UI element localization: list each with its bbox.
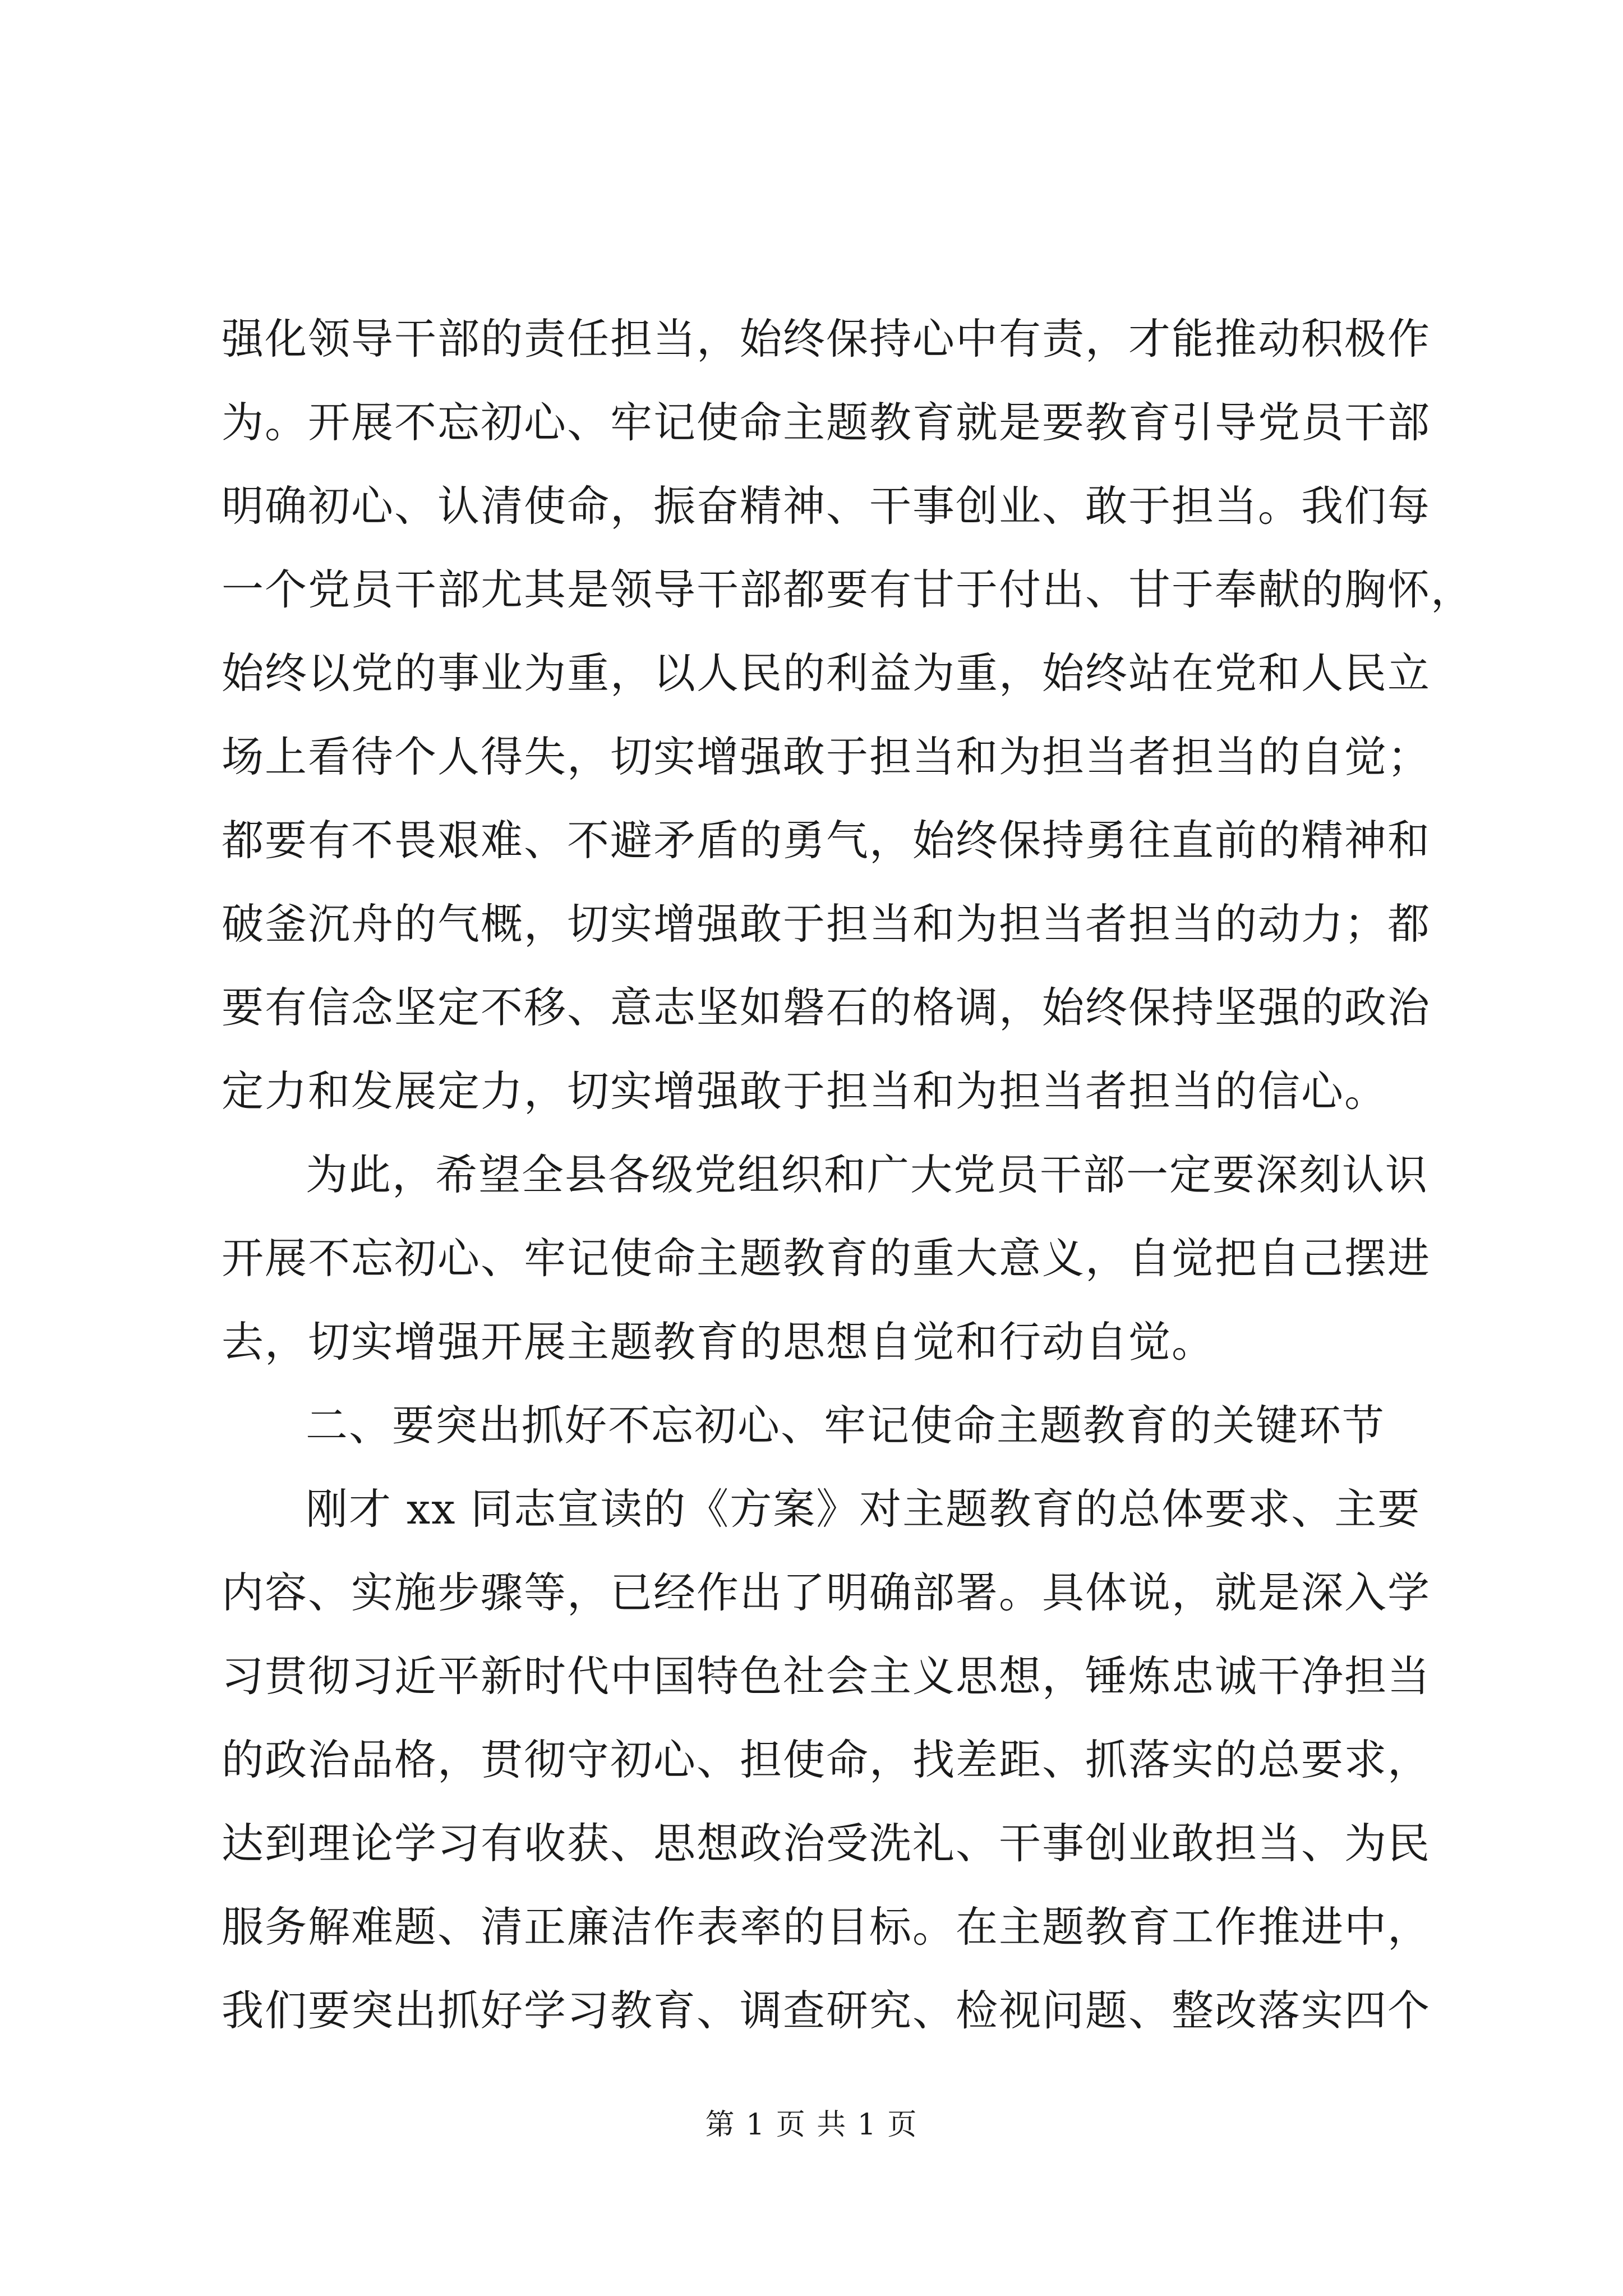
text-line: 要有信念坚定不移、意志坚如磐石的格调，始终保持坚强的政治 <box>222 983 1431 1032</box>
text-line: 都要有不畏艰难、不避矛盾的勇气，始终保持勇往直前的精神和 <box>222 816 1431 865</box>
text-line: 习贯彻习近平新时代中国特色社会主义思想，锤炼忠诚干净担当 <box>222 1651 1431 1701</box>
text-line: 为。开展不忘初心、牢记使命主题教育就是要教育引导党员干部 <box>222 398 1431 447</box>
text-line: 开展不忘初心、牢记使命主题教育的重大意义，自觉把自己摆进 <box>222 1234 1431 1283</box>
text-line: 场上看待个人得失，切实增强敢于担当和为担当者担当的自觉； <box>222 732 1431 781</box>
text-line: 强化领导干部的责任担当，始终保持心中有责，才能推动积极作 <box>222 314 1431 364</box>
text-line: 的政治品格，贯彻守初心、担使命，找差距、抓落实的总要求， <box>222 1735 1431 1784</box>
text-line: 内容、实施步骤等，已经作出了明确部署。具体说，就是深入学 <box>222 1568 1431 1617</box>
text-line: 服务解难题、清正廉洁作表率的目标。在主题教育工作推进中， <box>222 1902 1431 1952</box>
text-line: 去，切实增强开展主题教育的思想自觉和行动自觉。 <box>222 1317 1215 1366</box>
document-body <box>222 297 1474 2053</box>
text-line: 明确初心、认清使命，振奋精神、干事创业、敢于担当。我们每 <box>222 481 1431 531</box>
paragraph-start-line: 刚才 xx 同志宣读的《方案》对主题教育的总体要求、主要 <box>306 1484 1421 1534</box>
text-line: 始终以党的事业为重，以人民的利益为重，始终站在党和人民立 <box>222 648 1431 698</box>
page-number-footer: 第 1 页 共 1 页 <box>705 2108 918 2142</box>
text-line: 我们要突出抓好学习教育、调查研究、检视问题、整改落实四个 <box>222 1986 1431 2035</box>
text-line: 达到理论学习有收获、思想政治受洗礼、干事创业敢担当、为民 <box>222 1819 1431 1868</box>
text-line: 一个党员干部尤其是领导干部都要有甘于付出、甘于奉献的胸怀， <box>222 565 1474 614</box>
paragraph-start-line: 为此，希望全县各级党组织和广大党员干部一定要深刻认识 <box>306 1150 1429 1199</box>
text-line: 破釜沉舟的气概，切实增强敢于担当和为担当者担当的动力；都 <box>222 899 1431 949</box>
text-line: 定力和发展定力，切实增强敢于担当和为担当者担当的信心。 <box>222 1066 1388 1116</box>
section-heading: 二、要突出抓好不忘初心、牢记使命主题教育的关键环节 <box>306 1401 1386 1450</box>
